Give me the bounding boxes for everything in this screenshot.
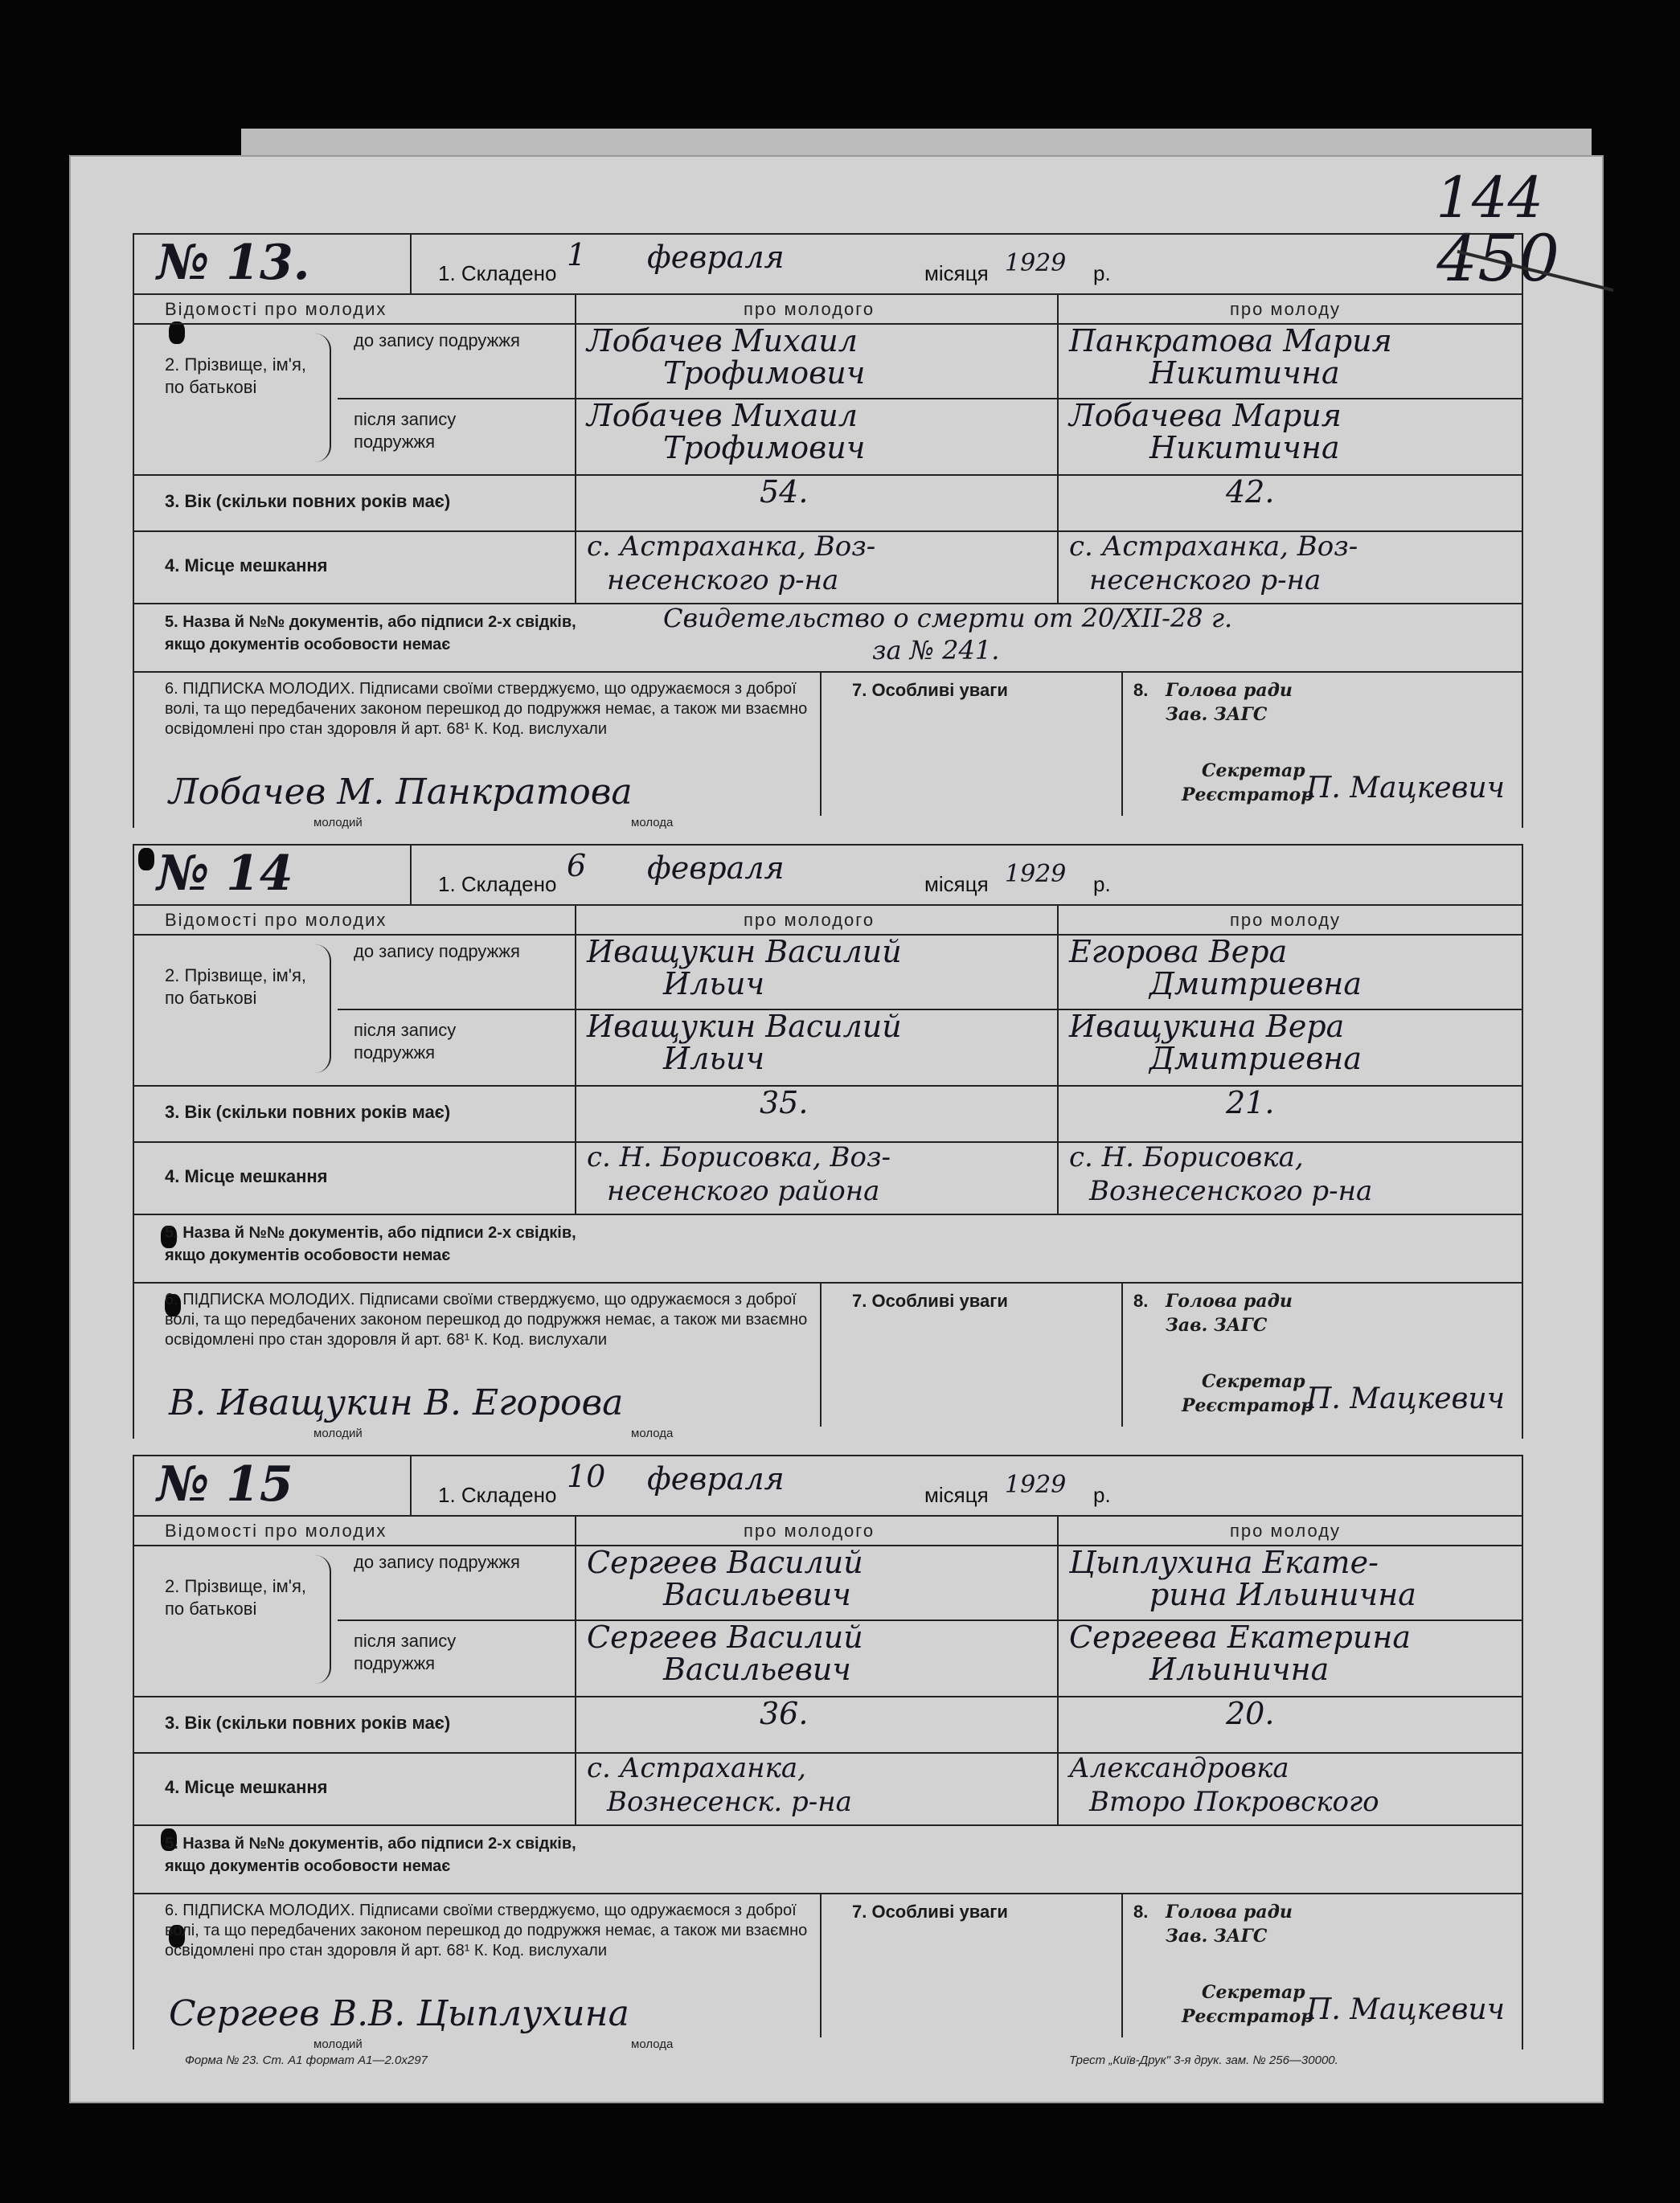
bracket: [313, 334, 331, 462]
month-label: місяця: [924, 261, 989, 285]
divider: [410, 233, 412, 293]
groom-residence-1: с. Н. Борисовка, Воз-: [587, 1141, 891, 1173]
head-label: Голова ради: [1166, 680, 1293, 701]
bride-name-before-2: Никитична: [1149, 355, 1340, 391]
residence-label: 4. Місце мешкання: [165, 1166, 328, 1186]
zags-label: Зав. ЗАГС: [1166, 704, 1268, 725]
head-num: 8.: [1133, 1902, 1149, 1922]
residence-line: [133, 1752, 1523, 1754]
head-num: 8.: [1133, 680, 1149, 700]
header-line: [133, 904, 1523, 906]
bride-sig-caption: молода: [631, 2037, 674, 2051]
age-line: [133, 1696, 1523, 1697]
groom-sig-caption: молодий: [313, 816, 363, 829]
month-label: місяця: [924, 1483, 989, 1507]
registrar-signature: П. Мацкевич: [1306, 1382, 1506, 1415]
groom-sig-caption: молодий: [313, 2037, 363, 2051]
month-label: місяця: [924, 872, 989, 896]
spouses-signatures: Лобачев М. Панкратова: [169, 772, 633, 813]
groom-sig-caption: молодий: [313, 1427, 363, 1440]
bride-name-after-2: Ильинична: [1149, 1652, 1330, 1687]
bride-header: про молоду: [1230, 299, 1342, 319]
bride-sig-caption: молода: [631, 1427, 674, 1440]
groom-col: [575, 1515, 576, 1824]
record-top-line: [133, 844, 1523, 846]
bride-name-after-1: Иващукина Вера: [1069, 1009, 1345, 1044]
bride-residence-2: Второ Покровского: [1089, 1786, 1379, 1818]
notes-label: 7. Особливі уваги: [852, 1291, 1008, 1311]
groom-name-after-2: Трофимович: [663, 430, 866, 465]
name-label: 2. Прізвище, ім'я, по батькові: [165, 354, 307, 397]
form-footer-right: Трест „Київ-Друк" 3-я друк. зам. № 256—30000.: [1069, 2054, 1338, 2067]
groom-header: про молодого: [744, 910, 875, 930]
groom-age: 36.: [760, 1696, 809, 1731]
record-month: февраля: [647, 240, 785, 275]
groom-name-after-1: Иващукин Василий: [587, 1009, 902, 1044]
registrar-label: Реєстратор: [1182, 1395, 1313, 1416]
groom-age: 54.: [760, 474, 809, 510]
bride-name-before-1: Панкратова Мария: [1069, 323, 1392, 358]
groom-name-before-2: Трофимович: [663, 355, 866, 391]
spouses-signatures: В. Иващукин В. Егорова: [169, 1382, 624, 1423]
age-line: [133, 474, 1523, 476]
bride-residence-1: с. Н. Борисовка,: [1069, 1141, 1304, 1173]
record-year: 1929: [1005, 1471, 1067, 1499]
record-day: 6: [567, 848, 587, 883]
after-label: після запису подружжя: [354, 1631, 457, 1673]
bride-age: 20.: [1226, 1696, 1275, 1731]
documents-label: 5. Назва й №№ документів, або підписи 2-х свідків, якщо документів особовости немає: [165, 613, 576, 653]
groom-name-before-1: Лобачев Михаил: [587, 323, 858, 358]
old-page-number: 450: [1436, 221, 1559, 296]
composed-label: 1. Складено: [438, 872, 557, 896]
header-line: [133, 293, 1523, 295]
form-footer-left: Форма № 23. Ст. А1 формат А1—2.0х297: [185, 2054, 428, 2067]
year-suffix: р.: [1093, 261, 1111, 285]
notes-col: [820, 671, 822, 816]
signature-line: [133, 1893, 1523, 1894]
record-day: 10: [567, 1459, 606, 1494]
secretary-label: Секретар: [1202, 760, 1305, 781]
header-line: [133, 1515, 1523, 1517]
divider: [410, 844, 412, 904]
groom-residence-1: с. Астраханка,: [587, 1752, 806, 1784]
signature-label: 6. ПІДПИСКА МОЛОДИХ. Підписами своїми стверджуємо, що одружаємося з доброї волі, та що передбачених законом перешкод до подружжя немає, а також ми взаємно освідомлені про стан здоровля й арт. 68¹ К. Код. вислухали: [165, 1902, 808, 1959]
groom-name-after-1: Лобачев Михаил: [587, 398, 858, 433]
bride-name-before-1: Цыплухина Екате-: [1069, 1545, 1379, 1580]
record-month: февраля: [647, 850, 785, 886]
groom-name-before-1: Иващукин Василий: [587, 934, 902, 969]
age-label: 3. Вік (скільки повних років має): [165, 491, 451, 511]
zags-label: Зав. ЗАГС: [1166, 1926, 1268, 1947]
secretary-label: Секретар: [1202, 1371, 1305, 1392]
before-label: до запису подружжя: [354, 1552, 520, 1572]
head-num: 8.: [1133, 1291, 1149, 1311]
notes-col: [820, 1893, 822, 2037]
groom-name-before-1: Сергеев Василий: [587, 1545, 863, 1580]
marriage-record: [133, 233, 1523, 828]
groom-name-before-2: Ильич: [663, 966, 765, 1001]
name-mid-line: [338, 1009, 1523, 1010]
bride-col: [1057, 1515, 1059, 1824]
bride-residence-2: несенского р-на: [1089, 564, 1321, 596]
record-number: № 13.: [157, 235, 310, 291]
before-label: до запису подружжя: [354, 330, 520, 350]
registrar-signature: П. Мацкевич: [1306, 772, 1506, 805]
registrar-signature: П. Мацкевич: [1306, 1993, 1506, 2026]
groom-name-after-1: Сергеев Василий: [587, 1619, 863, 1655]
before-label: до запису подружжя: [354, 941, 520, 961]
info-header: Відомості про молодих: [165, 299, 387, 319]
record-number: № 14: [157, 846, 293, 902]
signature-line: [133, 671, 1523, 673]
groom-header: про молодого: [744, 1521, 875, 1541]
bride-name-after-2: Дмитриевна: [1149, 1041, 1362, 1076]
notes-label: 7. Особливі уваги: [852, 680, 1008, 700]
bride-age: 42.: [1226, 474, 1275, 510]
bride-age: 21.: [1226, 1085, 1275, 1120]
bride-header: про молоду: [1230, 1521, 1342, 1541]
groom-name-after-2: Ильич: [663, 1041, 765, 1076]
documents-label: 5. Назва й №№ документів, або підписи 2-х свідків, якщо документів особовости немає: [165, 1224, 576, 1264]
head-col: [1121, 671, 1123, 816]
signature-label: 6. ПІДПИСКА МОЛОДИХ. Підписами своїми стверджуємо, що одружаємося з доброї волі, та що передбачених законом перешкод до подружжя немає, а також ми взаємно освідомлені про стан здоровля й арт. 68¹ К. Код. вислухали: [165, 680, 808, 738]
groom-name-after-2: Васильевич: [663, 1652, 851, 1687]
groom-col: [575, 293, 576, 603]
info-header: Відомості про молодих: [165, 1521, 387, 1541]
divider: [410, 1455, 412, 1515]
bride-name-before-1: Егорова Вера: [1069, 934, 1288, 969]
residence-label: 4. Місце мешкання: [165, 555, 328, 575]
signature-label: 6. ПІДПИСКА МОЛОДИХ. Підписами своїми стверджуємо, що одружаємося з доброї волі, та що передбачених законом перешкод до подружжя немає, а також ми взаємно освідомлені про стан здоровля й арт. 68¹ К. Код. вислухали: [165, 1291, 808, 1349]
record-month: февраля: [647, 1461, 785, 1497]
record-top-line: [133, 1455, 1523, 1456]
archive-page-number: 144: [1436, 165, 1543, 231]
year-suffix: р.: [1093, 872, 1111, 896]
bride-name-before-2: рина Ильинична: [1149, 1577, 1416, 1612]
groom-col: [575, 904, 576, 1214]
groom-age: 35.: [760, 1085, 809, 1120]
age-label: 3. Вік (скільки повних років має): [165, 1713, 451, 1733]
record-number: № 15: [157, 1456, 293, 1513]
bride-sig-caption: молода: [631, 816, 674, 829]
documents-line: [133, 1824, 1523, 1826]
documents-line-2: за № 241.: [872, 635, 1000, 665]
bride-name-after-1: Лобачева Мария: [1069, 398, 1342, 433]
year-suffix: р.: [1093, 1483, 1111, 1507]
secretary-label: Секретар: [1202, 1982, 1305, 2003]
groom-residence-2: несенского р-на: [607, 564, 839, 596]
composed-label: 1. Складено: [438, 1483, 557, 1507]
name-label: 2. Прізвище, ім'я, по батькові: [165, 965, 307, 1008]
spouses-signatures: Сергеев В.В. Цыплухина: [169, 1993, 629, 2034]
groom-name-before-2: Васильевич: [663, 1577, 851, 1612]
bride-name-before-2: Дмитриевна: [1149, 966, 1362, 1001]
name-label: 2. Прізвище, ім'я, по батькові: [165, 1576, 307, 1619]
marriage-record: [133, 1455, 1523, 2049]
after-label: після запису подружжя: [354, 1020, 457, 1063]
bride-residence-1: с. Астраханка, Воз-: [1069, 530, 1358, 563]
residence-label: 4. Місце мешкання: [165, 1777, 328, 1797]
info-header: Відомості про молодих: [165, 910, 387, 930]
documents-label: 5. Назва й №№ документів, або підписи 2-х свідків, якщо документів особовости немає: [165, 1835, 576, 1875]
groom-residence-1: с. Астраханка, Воз-: [587, 530, 876, 563]
bracket: [313, 944, 331, 1073]
head-label: Голова ради: [1166, 1291, 1293, 1312]
bride-name-after-1: Сергеева Екатерина: [1069, 1619, 1412, 1655]
head-label: Голова ради: [1166, 1902, 1293, 1923]
bride-header: про молоду: [1230, 910, 1342, 930]
bride-residence-1: Александровка: [1069, 1752, 1289, 1784]
record-year: 1929: [1005, 249, 1067, 277]
composed-label: 1. Складено: [438, 261, 557, 285]
documents-line: [133, 1214, 1523, 1215]
marriage-record: [133, 844, 1523, 1439]
record-day: 1: [567, 237, 587, 272]
registrar-label: Реєстратор: [1182, 784, 1313, 805]
bride-residence-2: Вознесенского р-на: [1089, 1175, 1373, 1207]
head-col: [1121, 1282, 1123, 1427]
registrar-label: Реєстратор: [1182, 2006, 1313, 2027]
signature-line: [133, 1282, 1523, 1284]
groom-residence-2: Вознесенск. р-на: [607, 1786, 852, 1818]
record-year: 1929: [1005, 860, 1067, 888]
bride-name-after-2: Никитична: [1149, 430, 1340, 465]
documents-line-1: Свидетельство о смерти от 20/XII-28 г.: [663, 603, 1233, 633]
after-label: після запису подружжя: [354, 409, 457, 452]
notes-label: 7. Особливі уваги: [852, 1902, 1008, 1922]
bride-col: [1057, 904, 1059, 1214]
bride-col: [1057, 293, 1059, 603]
groom-residence-2: несенского района: [607, 1175, 880, 1207]
zags-label: Зав. ЗАГС: [1166, 1315, 1268, 1336]
age-line: [133, 1085, 1523, 1087]
age-label: 3. Вік (скільки повних років має): [165, 1102, 451, 1122]
notes-col: [820, 1282, 822, 1427]
groom-header: про молодого: [744, 299, 875, 319]
bracket: [313, 1555, 331, 1684]
name-mid-line: [338, 398, 1523, 399]
record-top-line: [133, 233, 1523, 235]
head-col: [1121, 1893, 1123, 2037]
